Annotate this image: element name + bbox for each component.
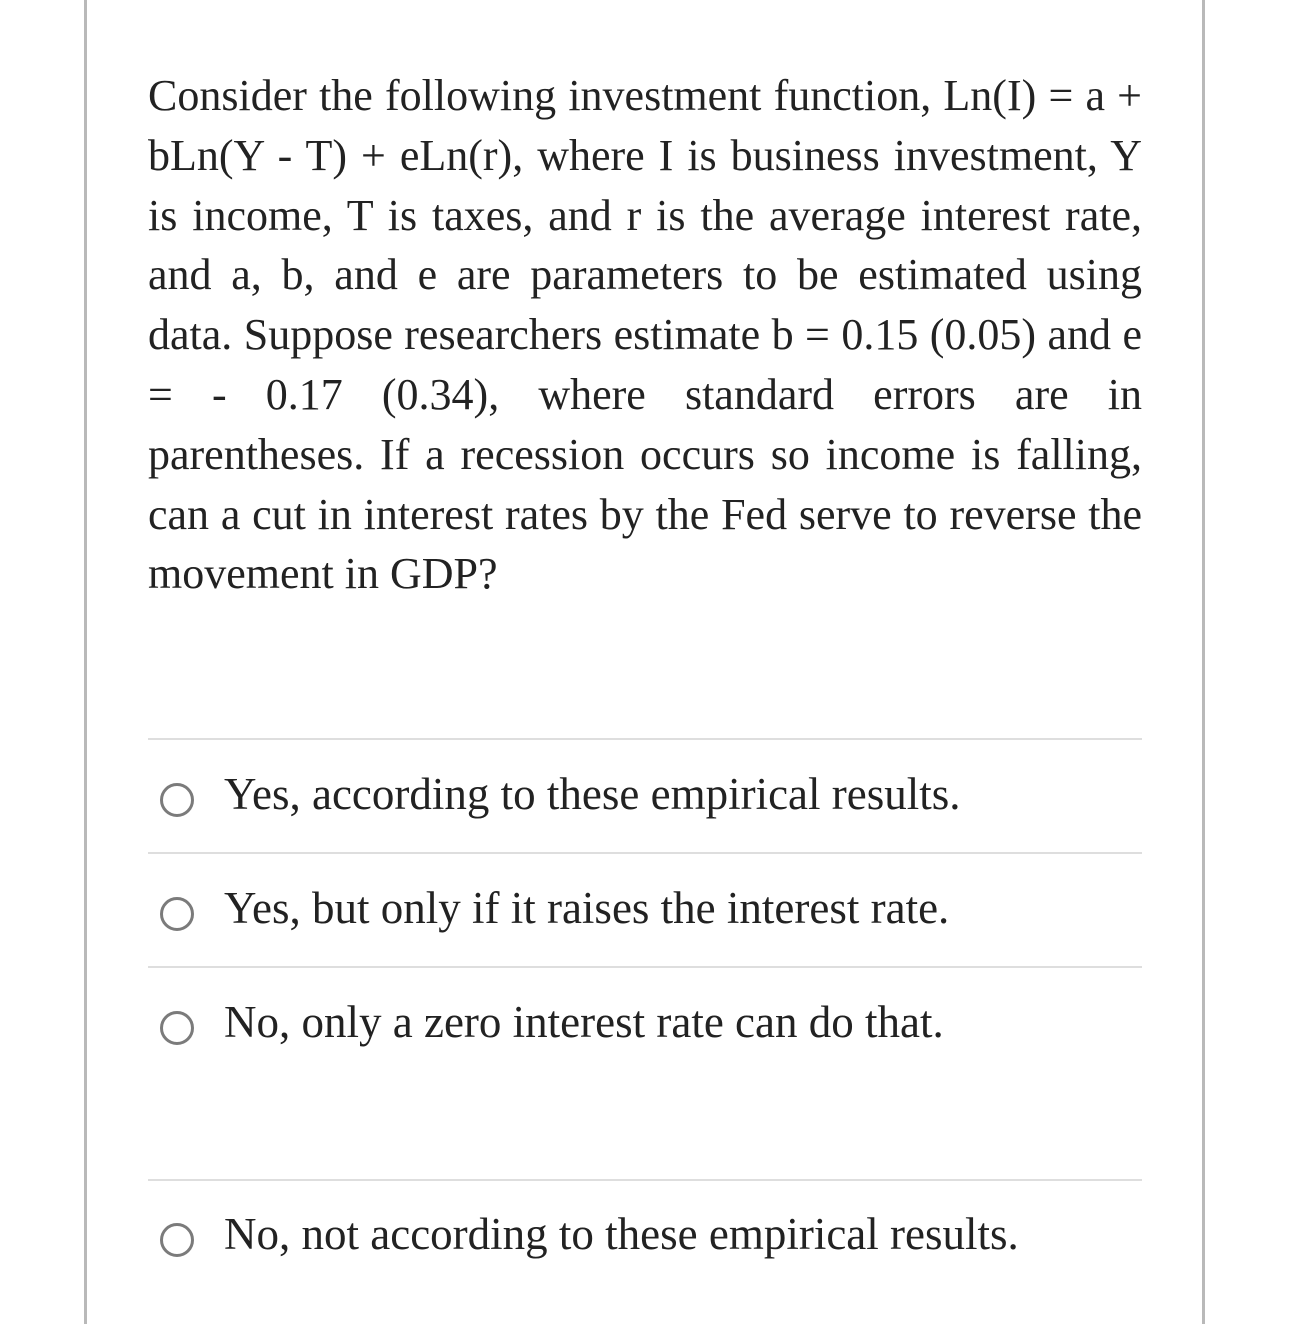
option-yes-raises-rate[interactable] [160, 878, 1140, 938]
option-yes-empirical[interactable] [160, 764, 1140, 824]
option-no-empirical[interactable] [160, 1204, 1140, 1264]
radio-button-icon[interactable] [160, 1223, 194, 1257]
option-label: Yes, according to these empirical results. [224, 769, 961, 819]
radio-button-icon[interactable] [160, 1011, 194, 1045]
radio-button-icon[interactable] [160, 783, 194, 817]
radio-button-icon[interactable] [160, 897, 194, 931]
frame-border-left [84, 0, 87, 1324]
question-text: Consider the following investment function, Ln(I) = a + bLn(Y - T) + eLn(r), where I is business investment, Y is income, T is taxes, and r is the average interest rate, and a, b, and e are parameters to be estimated using data. Suppose researchers estimate b = 0.15 (0.05) and e = - 0.17 (0.34), where standard errors are in parentheses. If a recession occurs so income is falling, can a cut in interest rates by the Fed serve to reverse the movement in GDP? [148, 71, 1142, 599]
divider [148, 966, 1142, 968]
frame-border-right [1202, 0, 1205, 1324]
divider [148, 852, 1142, 854]
option-label: Yes, but only if it raises the interest rate. [224, 883, 950, 933]
divider [148, 1179, 1142, 1181]
option-label: No, only a zero interest rate can do that. [224, 997, 944, 1047]
option-no-zero-rate[interactable] [160, 992, 1140, 1052]
divider [148, 738, 1142, 740]
option-label: No, not according to these empirical results. [224, 1209, 1019, 1259]
